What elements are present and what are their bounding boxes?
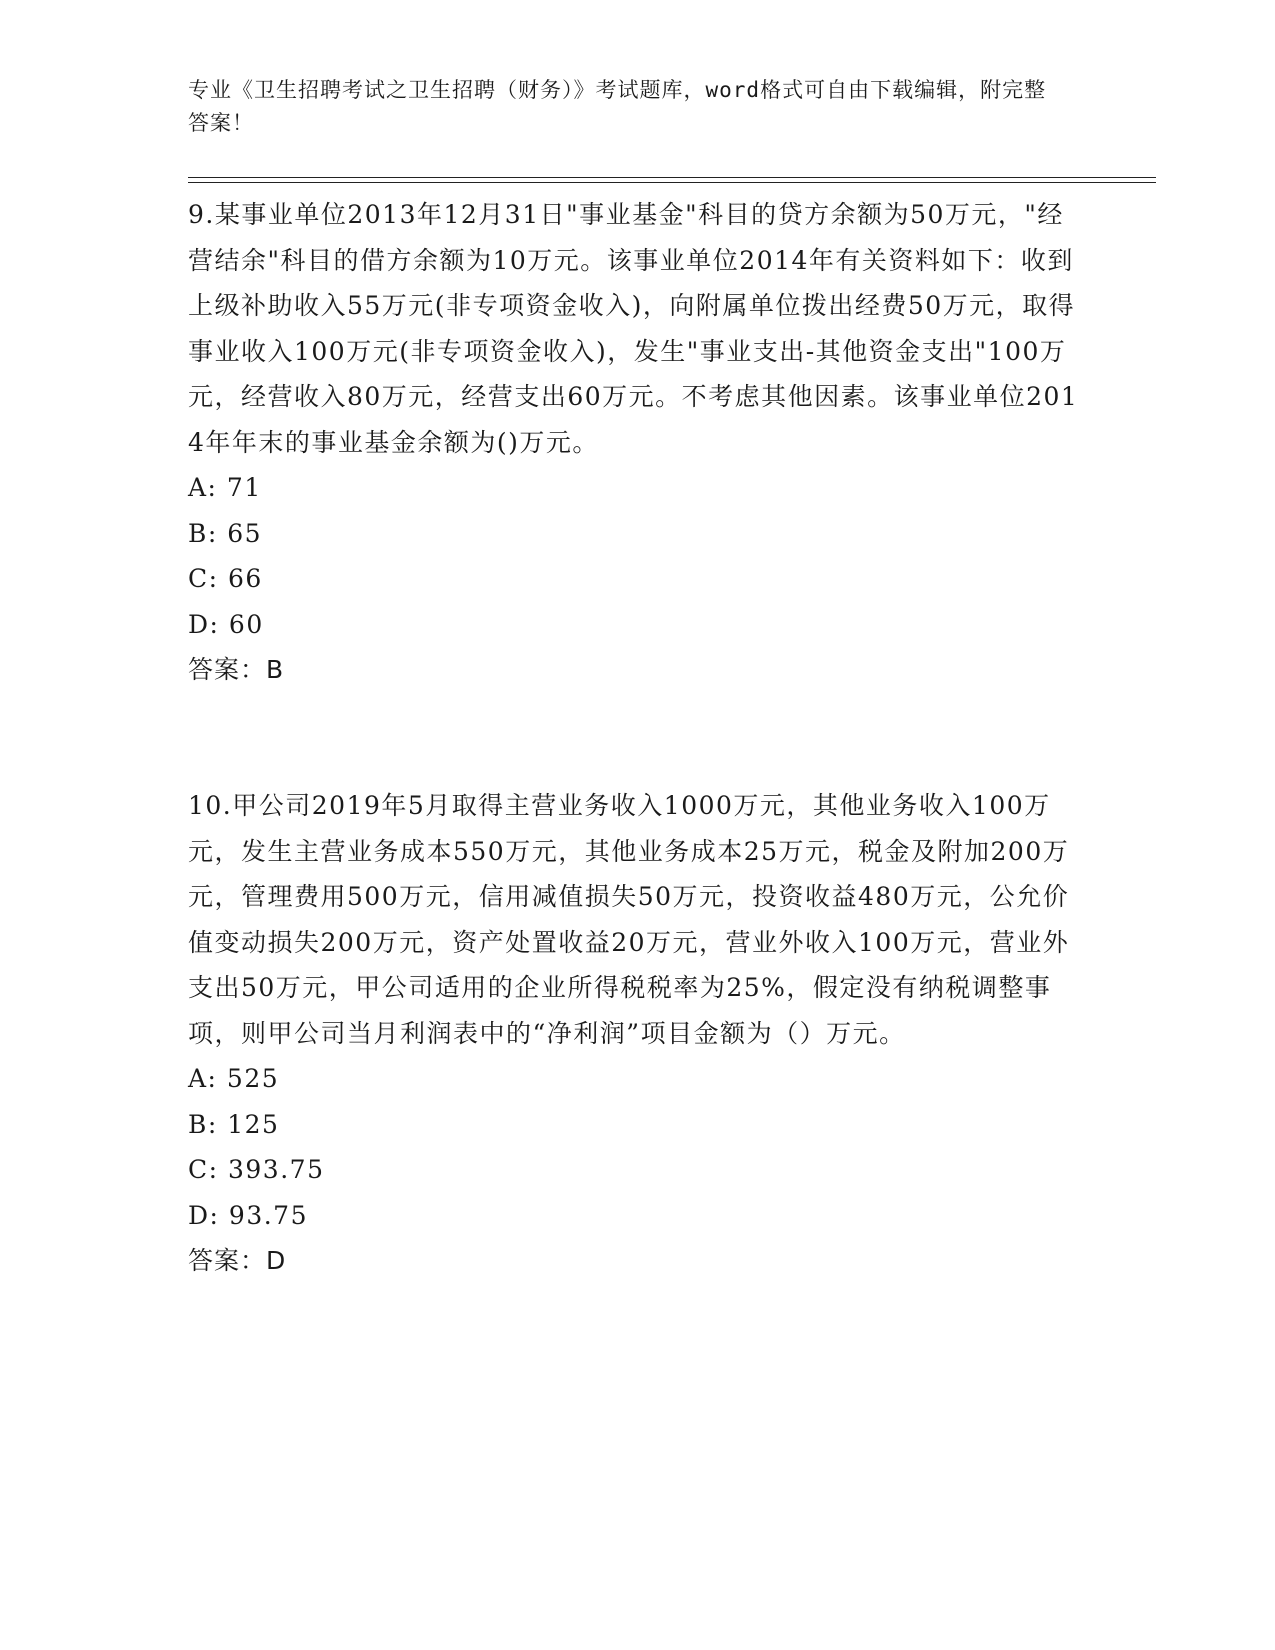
- option-d: D: 93.75: [188, 1200, 308, 1230]
- question-text: 9.某事业单位2013年12月31日"事业基金"科目的贷方余额为50万元，"经营结余"科目的借方余额为10万元。该事业单位2014年有关资料如下：收到上级补助收入55万元(非专项资金收入)，向附属单位拨出经费50万元，取得事业收入100万元(非专项资金收入)，发生"事业支出-其他资金支出"100万元，经营收入80万元，经营支出60万元。不考虑其他因素。该事业单位2014年年末的事业基金余额为()万元。: [188, 200, 1079, 457]
- question-10: [188, 783, 1088, 1284]
- answer: 答案：B: [188, 655, 285, 684]
- option-a: A: 71: [188, 473, 262, 502]
- question-text: 10.甲公司2019年5月取得主营业务收入1000万元，其他业务收入100万元，发生主营业务成本550万元，其他业务成本25万元，税金及附加200万元，管理费用500万元，信用减值损失50万元，投资收益480万元，公允价值变动损失200万元，资产处置收益20万元，营业外收入100万元，营业外支出50万元，甲公司适用的企业所得税税率为25%，假定没有纳税调整事项，则甲公司当月利润表中的“净利润”项目金额为（）万元。: [188, 791, 1070, 1048]
- option-c: C: 393.75: [188, 1155, 325, 1184]
- option-c: C: 66: [188, 564, 263, 593]
- page-header: 专业《卫生招聘考试之卫生招聘（财务）》考试题库，word格式可自由下载编辑，附完整答案！: [188, 78, 1047, 135]
- header-divider: [188, 177, 1156, 183]
- option-b: B: 125: [188, 1109, 280, 1139]
- option-a: A: 525: [188, 1064, 280, 1093]
- option-b: B: 65: [188, 518, 263, 548]
- question-9: [188, 192, 1088, 693]
- answer: 答案：D: [188, 1246, 287, 1275]
- option-d: D: 60: [188, 609, 264, 639]
